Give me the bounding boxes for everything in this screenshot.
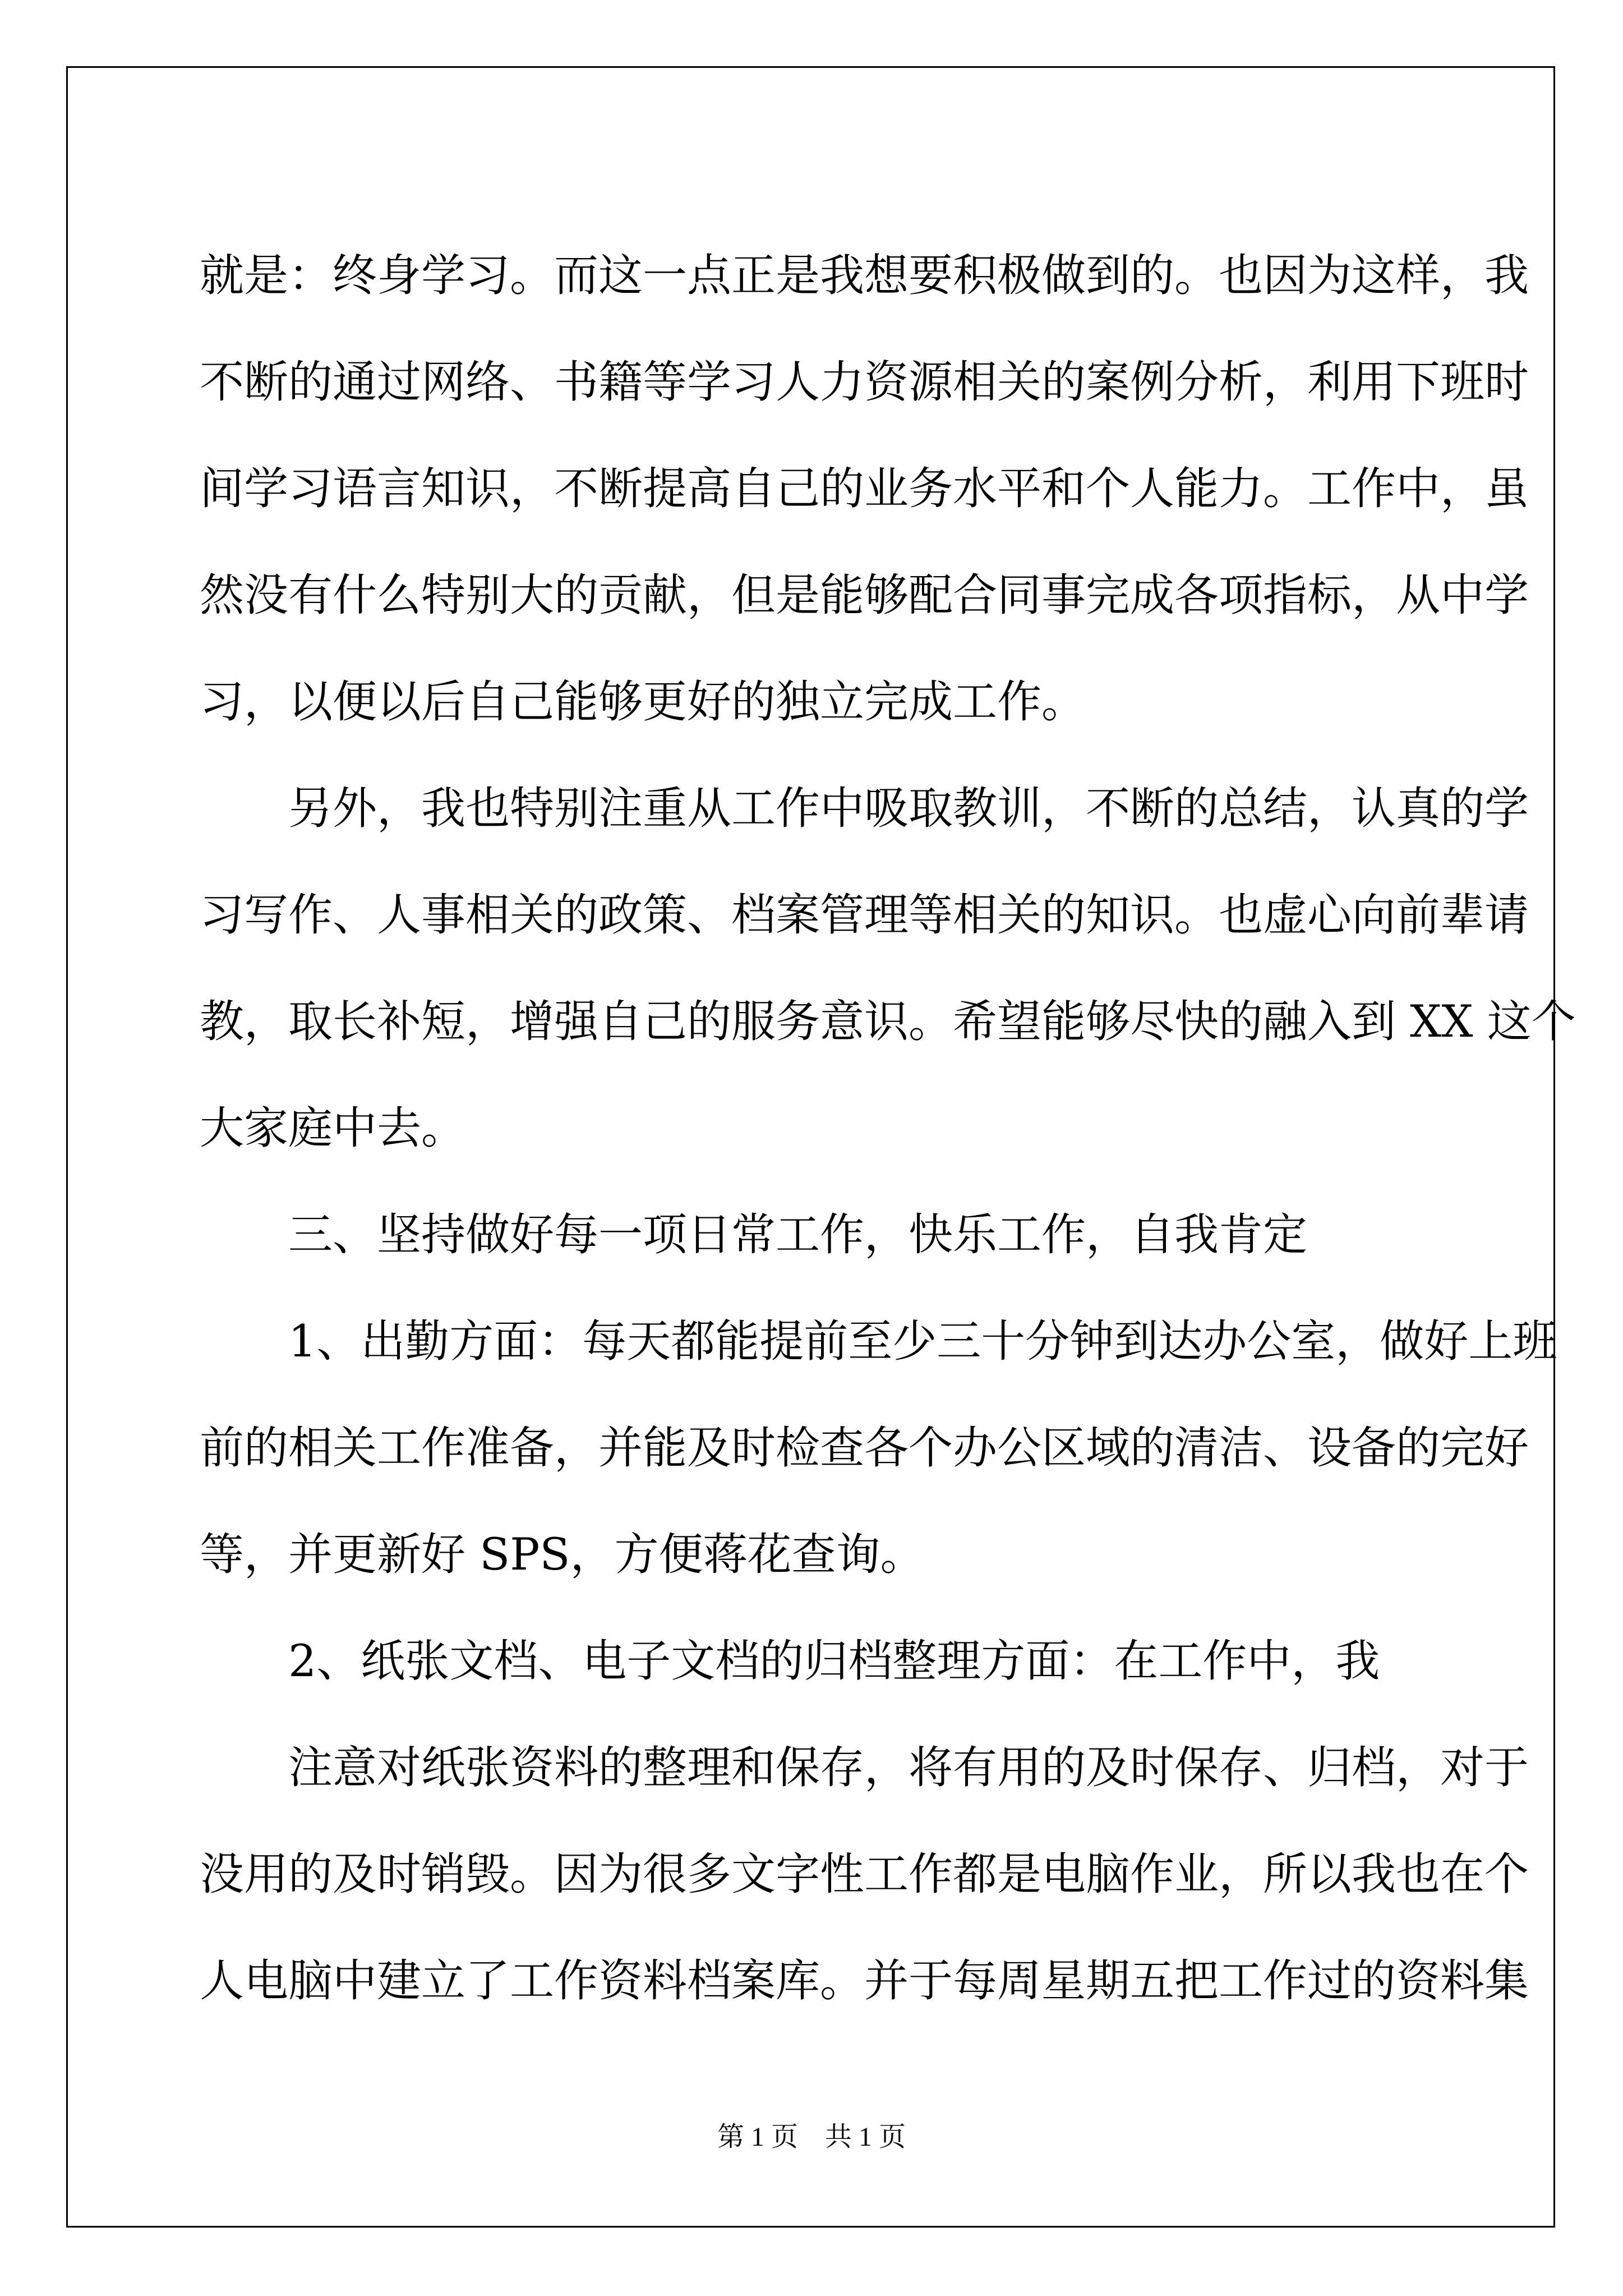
text-line: 不断的通过网络、书籍等学习人力资源相关的案例分析，利用下班时 (200, 356, 1529, 408)
document-body (200, 222, 1576, 2034)
text-line: 习写作、人事相关的政策、档案管理等相关的知识。也虚心向前辈请 (200, 889, 1529, 941)
text-line: 人电脑中建立了工作资料档案库。并于每周星期五把工作过的资料集 (200, 1955, 1529, 2007)
text-line: 前的相关工作准备，并能及时检查各个办公区域的清洁、设备的完好 (200, 1422, 1529, 1474)
section-heading: 三、坚持做好每一项日常工作，快乐工作，自我肯定 (288, 1209, 1307, 1260)
text-line: 注意对纸张资料的整理和保存，将有用的及时保存、归档，对于 (288, 1742, 1529, 1793)
text-line: 2、纸张文档、电子文档的归档整理方面：在工作中，我 (288, 1635, 1380, 1687)
page-footer (0, 2120, 1623, 2154)
page-total: 共 1 页 (825, 2122, 906, 2152)
text-line: 大家庭中去。 (200, 1102, 465, 1154)
text-line: 习，以便以后自己能够更好的独立完成工作。 (200, 676, 1086, 728)
text-line: 等，并更新好 SPS，方便蒋花查询。 (200, 1529, 925, 1580)
text-line: 然没有什么特别大的贡献，但是能够配合同事完成各项指标，从中学 (200, 569, 1529, 621)
page-number: 第 1 页 (717, 2122, 798, 2152)
text-line: 另外，我也特别注重从工作中吸取教训，不断的总结，认真的学 (288, 783, 1529, 834)
text-line: 间学习语言知识，不断提高自己的业务水平和个人能力。工作中，虽 (200, 463, 1529, 514)
text-line: 没用的及时销毁。因为很多文字性工作都是电脑作业，所以我也在个 (200, 1848, 1529, 1900)
text-line: 教，取长补短，增强自己的服务意识。希望能够尽快的融入到 XX 这个 (200, 996, 1576, 1047)
text-line: 就是：终身学习。而这一点正是我想要积极做到的。也因为这样，我 (200, 250, 1529, 301)
text-line: 1、出勤方面：每天都能提前至少三十分钟到达办公室，做好上班 (288, 1315, 1557, 1367)
